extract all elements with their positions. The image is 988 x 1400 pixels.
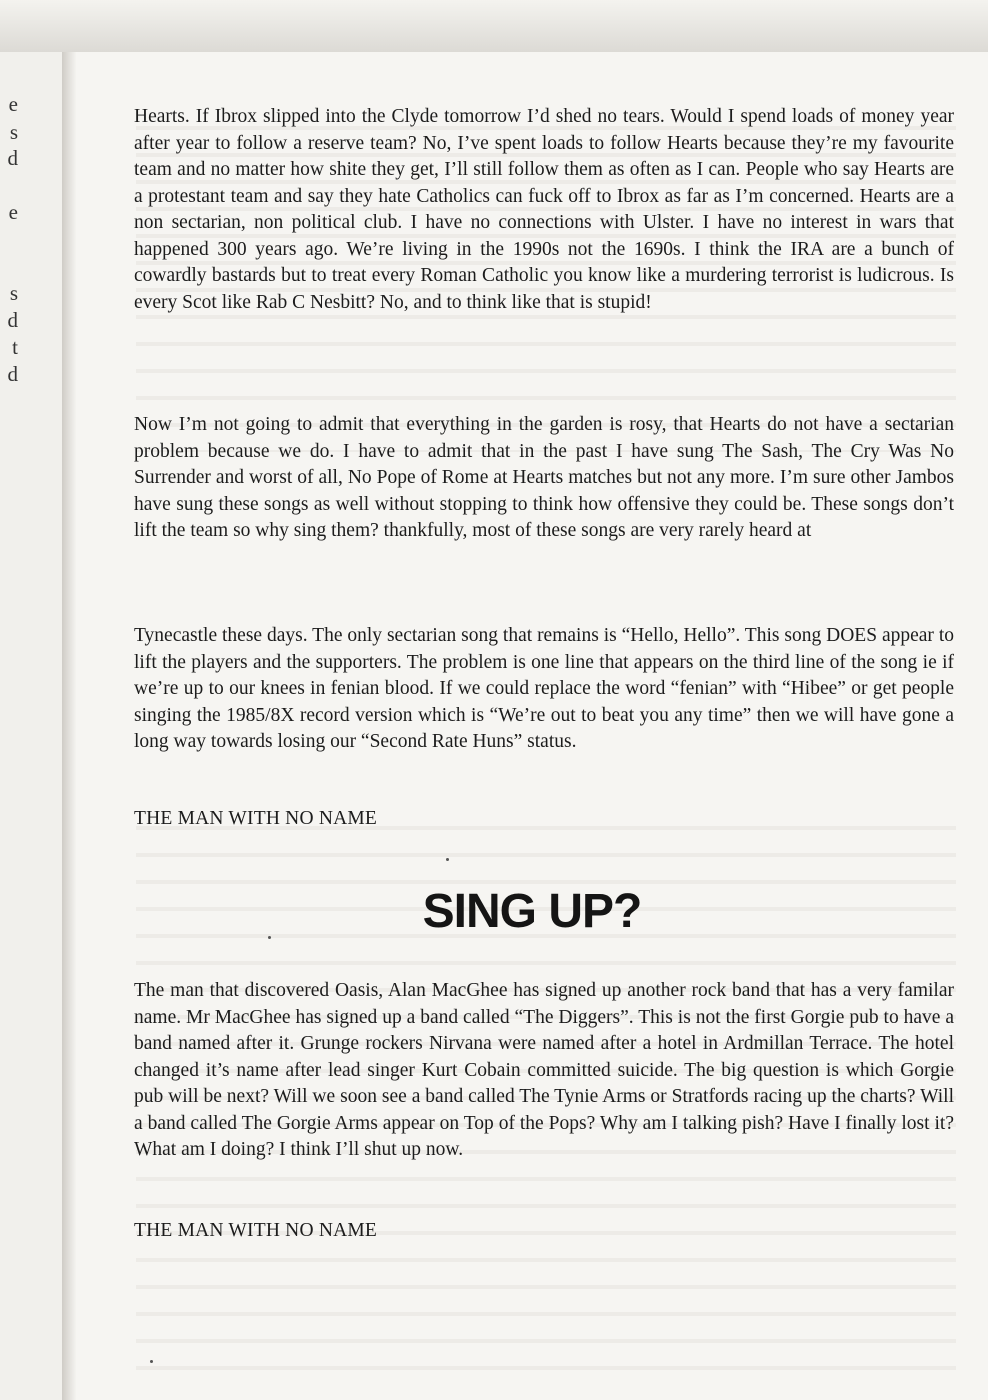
edge-letter: d — [7, 362, 18, 386]
adjacent-page-edge — [0, 52, 64, 1400]
article-paragraph: The man that discovered Oasis, Alan MacGhee has signed up another rock band that has a very familar name. Mr MacGhee has signed up a band called “The Diggers”. This is not the first Gorgie pub to have a band named after it. Grunge rockers Nirvana were named after a hotel in Ardmillan Terrace. The hotel changed it’s name after lead singer Kurt Cobain committed suicide. The big question is which Gorgie pub will be next? Will we soon see a band called The Tynie Arms or Stratfords racing up the charts? Will a band called The Gorgie Arms appear on Top of the Pops? Why am I talking pish? Have I finally lost it? What am I doing? I think I’ll shut up now. — [134, 980, 954, 1160]
article-body-1 — [134, 104, 954, 316]
scan-speck — [150, 1360, 153, 1363]
edge-letter: d — [7, 308, 18, 332]
page-gutter — [62, 52, 76, 1400]
author-signature: THE MAN WITH NO NAME — [134, 1220, 378, 1241]
article-body-2 — [134, 412, 954, 545]
scan-background — [0, 0, 988, 52]
article-body-3 — [134, 623, 954, 756]
edge-letter: d — [7, 146, 18, 170]
article-paragraph: Now I’m not going to admit that everything in the garden is rosy, that Hearts do not have a sectarian problem because we do. I have to admit that in the past I have sung The Sash, The Cry Was No Surrender and worst of all, No Pope of Rome at Hearts matches but not any more. I’m sure other Jambos have sung these songs as well without stopping to think how offensive they could be. These songs don’t lift the team so why sing them? thankfully, most of these songs are very rarely heard at — [134, 414, 954, 541]
scan-speck — [446, 858, 449, 861]
edge-letter: t — [12, 335, 18, 359]
signature-block-1 — [134, 808, 954, 830]
scan-speck — [268, 936, 271, 939]
author-signature: THE MAN WITH NO NAME — [134, 808, 378, 829]
signature-block-2 — [134, 1220, 954, 1242]
magazine-page — [76, 52, 988, 1400]
article-body-4 — [134, 978, 954, 1164]
edge-letter: e — [8, 92, 18, 116]
article-paragraph: Tynecastle these days. The only sectarian song that remains is “Hello, Hello”. This song DOES appear to lift the players and the supporters. The problem is one line that appears on the third line of the song ie if we’re up to our knees in fenian blood. If we could replace the word “fenian” with “Hibee” or get people singing the 1985/8X record version which is “We’re out to beat you any time” then we will have gone a long way towards losing our “Second Rate Huns” status. — [134, 625, 954, 752]
article-paragraph: Hearts. If Ibrox slipped into the Clyde tomorrow I’d shed no tears. Would I spend loads of money year after year to follow a reserve team? No, I’ve spent loads to follow Hearts because they’re my favourite team and no matter how shite they get, I’ll still follow them as often as I can. People who say Hearts are a protestant team and say they hate Catholics can fuck off to Ibrox as far as I’m concerned. Hearts are a non sectarian, non political club. I have no connections with Ulster. I have no interest in wars that happened 300 years ago. We’re living in the 1990s not the 1690s. I think the IRA are a bunch of cowardly bastards but to treat every Roman Catholic you know like a murdering terrorist is ludicrous. Is every Scot like Rab C Nesbitt? No, and to think like that is stupid! — [134, 106, 954, 313]
edge-letter: s — [9, 281, 18, 305]
edge-letter: e — [8, 200, 18, 224]
article-heading: SING UP? — [422, 885, 642, 938]
edge-letter: s — [9, 120, 18, 144]
